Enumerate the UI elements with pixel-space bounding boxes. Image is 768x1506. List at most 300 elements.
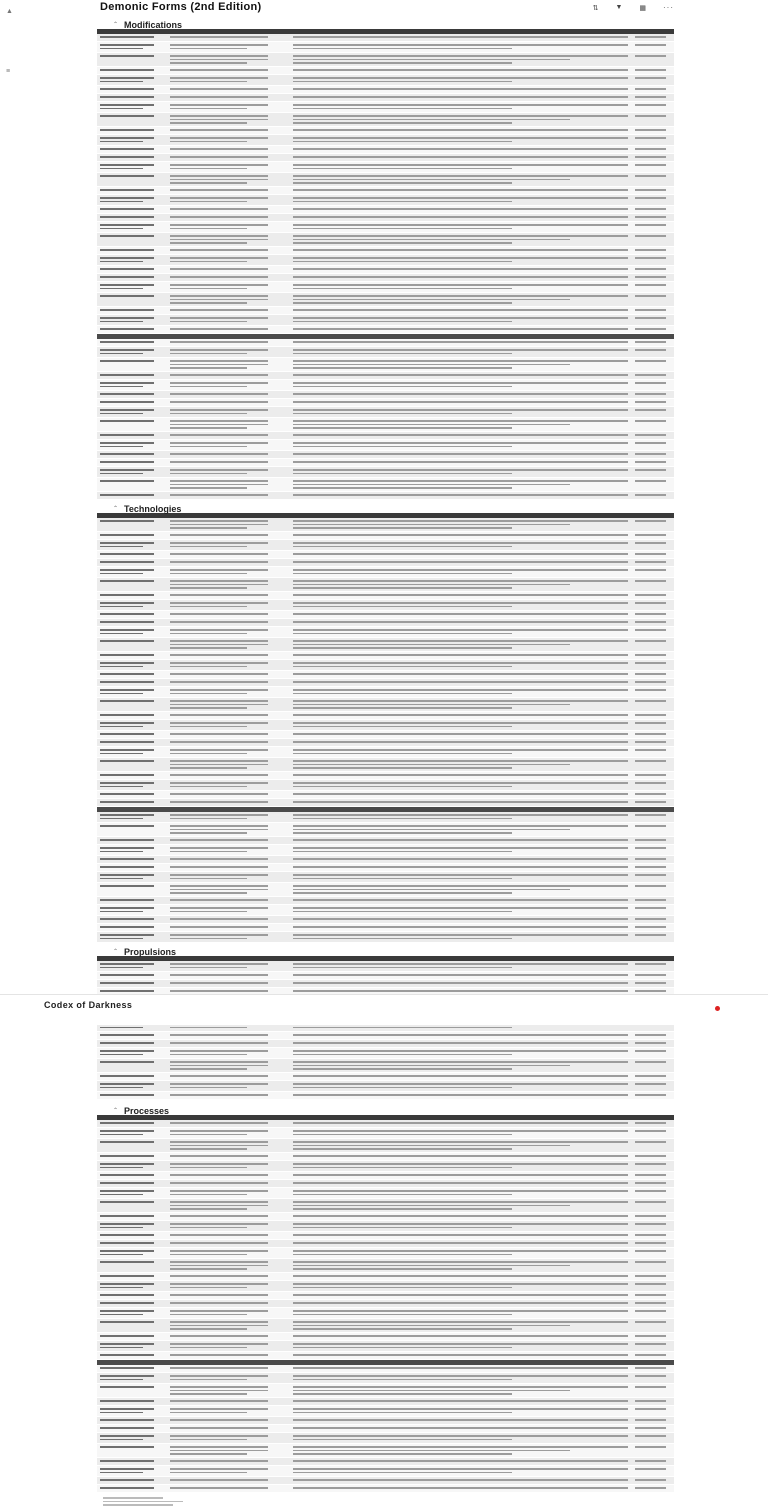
table-cell xyxy=(290,758,632,771)
table-cell xyxy=(167,1092,290,1099)
table-row[interactable] xyxy=(97,358,674,372)
table-row[interactable] xyxy=(97,282,674,293)
table-cell xyxy=(97,94,167,101)
table-row[interactable] xyxy=(97,1161,674,1172)
table-row[interactable] xyxy=(97,86,674,94)
table-cell xyxy=(167,266,290,273)
table-cell xyxy=(632,1232,674,1239)
table-cell xyxy=(290,924,632,931)
table-cell xyxy=(290,206,632,213)
table-row[interactable] xyxy=(97,187,674,195)
table-cell xyxy=(632,1466,674,1476)
table-cell xyxy=(97,187,167,194)
table-row[interactable] xyxy=(97,1308,674,1319)
table-cell xyxy=(97,1485,167,1492)
table-cell xyxy=(632,916,674,923)
table-cell xyxy=(632,1128,674,1138)
table-cell xyxy=(632,747,674,757)
table-cell xyxy=(290,1081,632,1091)
table-row[interactable] xyxy=(97,1073,674,1081)
table-cell xyxy=(290,1059,632,1072)
table-row[interactable] xyxy=(97,1188,674,1199)
table-cell xyxy=(97,1319,167,1332)
table-cell xyxy=(632,34,674,41)
table-row[interactable] xyxy=(97,1153,674,1161)
table-cell xyxy=(167,1128,290,1138)
table-cell xyxy=(632,1273,674,1280)
table-cell xyxy=(632,1406,674,1416)
table-cell xyxy=(290,812,632,822)
table-row[interactable] xyxy=(97,380,674,391)
table-row[interactable] xyxy=(97,467,674,478)
table-cell xyxy=(290,559,632,566)
table-row[interactable] xyxy=(97,532,674,540)
table-cell xyxy=(97,1139,167,1152)
table-cell xyxy=(290,1352,632,1359)
more-icon[interactable]: ··· xyxy=(663,3,674,12)
table-cell xyxy=(632,972,674,979)
table-row[interactable] xyxy=(97,932,674,943)
table-cell xyxy=(167,1259,290,1272)
table-cell xyxy=(290,1139,632,1152)
table-cell xyxy=(167,1485,290,1492)
table-row[interactable] xyxy=(97,1221,674,1232)
section-title: Modifications xyxy=(124,19,183,30)
table-cell xyxy=(97,1240,167,1247)
table-cell xyxy=(97,1458,167,1465)
table-row[interactable] xyxy=(97,1365,674,1373)
table-cell xyxy=(632,247,674,254)
table-row[interactable] xyxy=(97,1292,674,1300)
table-row[interactable] xyxy=(97,592,674,600)
table-row[interactable] xyxy=(97,451,674,459)
table-cell xyxy=(290,407,632,417)
table-row[interactable] xyxy=(97,812,674,823)
section-title: Propulsions xyxy=(124,946,177,957)
table-row[interactable] xyxy=(97,905,674,916)
table-row[interactable] xyxy=(97,559,674,567)
table-row[interactable] xyxy=(97,1406,674,1417)
table-row[interactable] xyxy=(97,1180,674,1188)
table-cell xyxy=(97,972,167,979)
table-cell xyxy=(167,864,290,871)
table-row[interactable] xyxy=(97,1139,674,1153)
table-row[interactable] xyxy=(97,274,674,282)
table-row[interactable] xyxy=(97,399,674,407)
table-cell xyxy=(290,1384,632,1397)
table-cell xyxy=(167,916,290,923)
table-cell xyxy=(290,1292,632,1299)
table-row[interactable] xyxy=(97,1120,674,1128)
table-cell xyxy=(97,214,167,221)
table-row[interactable] xyxy=(97,293,674,307)
table-row[interactable] xyxy=(97,247,674,255)
table-row[interactable] xyxy=(97,897,674,905)
table-cell xyxy=(97,478,167,491)
table-cell xyxy=(290,1120,632,1127)
table-row[interactable] xyxy=(97,1384,674,1398)
table-cell xyxy=(167,652,290,659)
table-cell xyxy=(167,780,290,790)
table-cell xyxy=(290,638,632,651)
table-cell xyxy=(97,42,167,52)
table-row[interactable] xyxy=(97,916,674,924)
table-cell xyxy=(632,187,674,194)
table-row[interactable] xyxy=(97,75,674,86)
table-row[interactable] xyxy=(97,600,674,611)
table-cell xyxy=(97,1425,167,1432)
table-cell xyxy=(97,34,167,41)
table-cell xyxy=(632,347,674,357)
table-cell xyxy=(290,1485,632,1492)
table-cell xyxy=(290,94,632,101)
table-row[interactable] xyxy=(97,731,674,739)
table-row[interactable] xyxy=(97,698,674,712)
table-cell xyxy=(97,372,167,379)
table-row[interactable] xyxy=(97,1373,674,1384)
table-row[interactable] xyxy=(97,1477,674,1485)
table-row[interactable] xyxy=(97,162,674,173)
table-row[interactable] xyxy=(97,478,674,492)
table-cell xyxy=(632,1081,674,1091)
table-row[interactable] xyxy=(97,845,674,856)
table-row[interactable] xyxy=(97,1040,674,1048)
table-row[interactable] xyxy=(97,127,674,135)
table-cell xyxy=(632,1341,674,1351)
table-cell xyxy=(290,1248,632,1258)
table-row[interactable] xyxy=(97,1398,674,1406)
table-cell xyxy=(167,791,290,798)
table-cell xyxy=(632,135,674,145)
table-cell xyxy=(632,195,674,205)
table-cell xyxy=(167,358,290,371)
table-cell xyxy=(632,1248,674,1258)
table-row[interactable] xyxy=(97,619,674,627)
table-cell xyxy=(167,812,290,822)
table-row[interactable] xyxy=(97,1341,674,1352)
table-row[interactable] xyxy=(97,758,674,772)
table-cell xyxy=(167,883,290,896)
table-cell xyxy=(167,1352,290,1359)
table-cell xyxy=(167,540,290,550)
footer-badge[interactable] xyxy=(715,1006,720,1011)
table-row[interactable] xyxy=(97,407,674,418)
table-row[interactable] xyxy=(97,195,674,206)
table-cell xyxy=(97,1128,167,1138)
table-cell xyxy=(97,679,167,686)
table-row[interactable] xyxy=(97,772,674,780)
table-row[interactable] xyxy=(97,1232,674,1240)
table-cell xyxy=(290,1365,632,1372)
table-cell xyxy=(167,451,290,458)
table-cell xyxy=(167,1081,290,1091)
table-cell xyxy=(290,315,632,325)
table-cell xyxy=(167,1139,290,1152)
table-row[interactable] xyxy=(97,578,674,592)
table-row[interactable] xyxy=(97,1199,674,1213)
menu-icon[interactable]: ≡ xyxy=(6,68,11,75)
table-cell xyxy=(632,578,674,591)
table-row[interactable] xyxy=(97,206,674,214)
table-row[interactable] xyxy=(97,1300,674,1308)
table-row[interactable] xyxy=(97,791,674,799)
table-cell xyxy=(632,86,674,93)
table-cell xyxy=(632,611,674,618)
table-cell xyxy=(290,567,632,577)
table-row[interactable] xyxy=(97,1213,674,1221)
table-cell xyxy=(632,671,674,678)
table-cell xyxy=(167,1425,290,1432)
table-row[interactable] xyxy=(97,459,674,467)
expand-icon[interactable]: ▲ xyxy=(6,8,13,15)
table-row[interactable] xyxy=(97,627,674,638)
table-row[interactable] xyxy=(97,747,674,758)
table-row[interactable] xyxy=(97,94,674,102)
table-row[interactable] xyxy=(97,780,674,791)
table-cell xyxy=(97,1341,167,1351)
table-cell xyxy=(97,1308,167,1318)
table-row[interactable] xyxy=(97,1333,674,1341)
table-cell xyxy=(167,339,290,346)
table-cell xyxy=(632,1213,674,1220)
table-cell xyxy=(290,146,632,153)
table-row[interactable] xyxy=(97,611,674,619)
table-cell xyxy=(632,222,674,232)
table-row[interactable] xyxy=(97,1081,674,1092)
table-cell xyxy=(167,146,290,153)
table-row[interactable] xyxy=(97,671,674,679)
table-row[interactable] xyxy=(97,1273,674,1281)
table-row[interactable] xyxy=(97,102,674,113)
table-row[interactable] xyxy=(97,961,674,972)
table-cell xyxy=(290,432,632,439)
table-row[interactable] xyxy=(97,1128,674,1139)
table-row[interactable] xyxy=(97,1032,674,1040)
table-row[interactable] xyxy=(97,1485,674,1493)
table-row[interactable] xyxy=(97,135,674,146)
table-row[interactable] xyxy=(97,1240,674,1248)
toolbar-button[interactable] xyxy=(639,3,649,12)
table-row[interactable] xyxy=(97,113,674,127)
table-row[interactable] xyxy=(97,34,674,42)
table-row[interactable] xyxy=(97,551,674,559)
table-cell xyxy=(290,1444,632,1457)
table-cell xyxy=(632,1032,674,1039)
table-cell xyxy=(290,459,632,466)
table-row[interactable] xyxy=(97,679,674,687)
table-cell xyxy=(290,1425,632,1432)
table-cell xyxy=(167,897,290,904)
table-row[interactable] xyxy=(97,638,674,652)
table-cell xyxy=(97,916,167,923)
table-cell xyxy=(97,823,167,836)
table-cell xyxy=(290,42,632,52)
table-row[interactable] xyxy=(97,924,674,932)
table-row[interactable] xyxy=(97,418,674,432)
table-row[interactable] xyxy=(97,326,674,334)
table-row[interactable] xyxy=(97,214,674,222)
table-cell xyxy=(167,698,290,711)
table-cell xyxy=(290,127,632,134)
table-row[interactable] xyxy=(97,1092,674,1100)
table-row[interactable] xyxy=(97,980,674,988)
table-cell xyxy=(97,173,167,186)
table-row[interactable] xyxy=(97,42,674,53)
table-cell xyxy=(97,1092,167,1099)
table-cell xyxy=(167,407,290,417)
table-cell xyxy=(97,731,167,738)
table-cell xyxy=(290,551,632,558)
table-row[interactable] xyxy=(97,799,674,807)
section-header[interactable] xyxy=(97,20,674,29)
table-row[interactable] xyxy=(97,53,674,67)
table-cell xyxy=(97,619,167,626)
table-row[interactable] xyxy=(97,540,674,551)
table-row[interactable] xyxy=(97,1259,674,1273)
table-row[interactable] xyxy=(97,1458,674,1466)
table-cell xyxy=(167,1153,290,1160)
table-row[interactable] xyxy=(97,872,674,883)
table-cell xyxy=(97,1120,167,1127)
table-cell xyxy=(167,1373,290,1383)
table-cell xyxy=(290,961,632,971)
table-row[interactable] xyxy=(97,720,674,731)
table-row[interactable] xyxy=(97,173,674,187)
table-row[interactable] xyxy=(97,154,674,162)
table-row[interactable] xyxy=(97,255,674,266)
table-cell xyxy=(167,972,290,979)
table-row[interactable] xyxy=(97,1319,674,1333)
table-cell xyxy=(97,440,167,450)
table-cell xyxy=(632,799,674,806)
table-row[interactable] xyxy=(97,660,674,671)
table-cell xyxy=(290,1153,632,1160)
section-technologies xyxy=(97,504,674,943)
table-row[interactable] xyxy=(97,972,674,980)
table-row[interactable] xyxy=(97,67,674,75)
table-row[interactable] xyxy=(97,372,674,380)
table-cell xyxy=(290,75,632,85)
table-cell xyxy=(632,467,674,477)
table-cell xyxy=(290,1281,632,1291)
table-row[interactable] xyxy=(97,712,674,720)
table-cell xyxy=(632,326,674,333)
table-row[interactable] xyxy=(97,233,674,247)
table-cell xyxy=(167,467,290,477)
table-cell xyxy=(632,1172,674,1179)
table-cell xyxy=(97,467,167,477)
table-cell xyxy=(290,293,632,306)
table-row[interactable] xyxy=(97,307,674,315)
toolbar-button[interactable] xyxy=(615,3,625,12)
table-cell xyxy=(290,739,632,746)
table-cell xyxy=(167,1444,290,1457)
table-cell xyxy=(290,578,632,591)
table-cell xyxy=(97,592,167,599)
table-row[interactable] xyxy=(97,1352,674,1360)
table-cell xyxy=(97,660,167,670)
section-header[interactable] xyxy=(97,504,674,513)
table-cell xyxy=(167,1180,290,1187)
table-cell xyxy=(632,1292,674,1299)
table-row[interactable] xyxy=(97,883,674,897)
table-cell xyxy=(632,418,674,431)
table-cell xyxy=(632,307,674,314)
table-cell xyxy=(97,1352,167,1359)
table-row[interactable] xyxy=(97,1248,674,1259)
table-row[interactable] xyxy=(97,1281,674,1292)
table-row[interactable] xyxy=(97,391,674,399)
table-row[interactable] xyxy=(97,339,674,347)
table-cell xyxy=(290,1040,632,1047)
table-row[interactable] xyxy=(97,739,674,747)
table-row[interactable] xyxy=(97,1048,674,1059)
table-cell xyxy=(167,1319,290,1332)
table-cell xyxy=(167,1273,290,1280)
table-cell xyxy=(632,1458,674,1465)
table-cell xyxy=(167,1213,290,1220)
table-cell xyxy=(97,1248,167,1258)
table-row[interactable] xyxy=(97,1444,674,1458)
table-row[interactable] xyxy=(97,440,674,451)
table-row[interactable] xyxy=(97,687,674,698)
table-row[interactable] xyxy=(97,1417,674,1425)
table-row[interactable] xyxy=(97,518,674,532)
table-cell xyxy=(167,94,290,101)
table-row[interactable] xyxy=(97,266,674,274)
table-row[interactable] xyxy=(97,856,674,864)
table-row[interactable] xyxy=(97,222,674,233)
table-row[interactable] xyxy=(97,652,674,660)
section-header[interactable] xyxy=(97,1106,674,1115)
toolbar-button[interactable] xyxy=(593,3,602,12)
table-row[interactable] xyxy=(97,492,674,500)
table-row[interactable] xyxy=(97,823,674,837)
table-cell xyxy=(632,1433,674,1443)
table-row[interactable] xyxy=(97,146,674,154)
table-cell xyxy=(632,206,674,213)
table-cell xyxy=(97,1199,167,1212)
table-row[interactable] xyxy=(97,347,674,358)
table-cell xyxy=(632,812,674,822)
table-cell xyxy=(290,1319,632,1332)
table-cell xyxy=(632,127,674,134)
table-cell xyxy=(97,578,167,591)
section-header[interactable] xyxy=(97,947,674,956)
table-cell xyxy=(97,1300,167,1307)
table-cell xyxy=(97,1406,167,1416)
table-cell xyxy=(632,407,674,417)
table-cell xyxy=(290,274,632,281)
table-cell xyxy=(97,627,167,637)
table-row[interactable] xyxy=(97,837,674,845)
table-cell xyxy=(167,1199,290,1212)
table-row[interactable] xyxy=(97,864,674,872)
table-row[interactable] xyxy=(97,315,674,326)
table-row[interactable] xyxy=(97,1425,674,1433)
table-row[interactable] xyxy=(97,432,674,440)
table-cell xyxy=(97,611,167,618)
table-cell xyxy=(290,856,632,863)
table-row[interactable] xyxy=(97,1172,674,1180)
table-cell xyxy=(290,600,632,610)
table-cell xyxy=(97,1466,167,1476)
table-row[interactable] xyxy=(97,567,674,578)
table-row[interactable] xyxy=(97,1466,674,1477)
table-row[interactable] xyxy=(97,1433,674,1444)
table-cell xyxy=(290,247,632,254)
table-row[interactable] xyxy=(97,1059,674,1073)
